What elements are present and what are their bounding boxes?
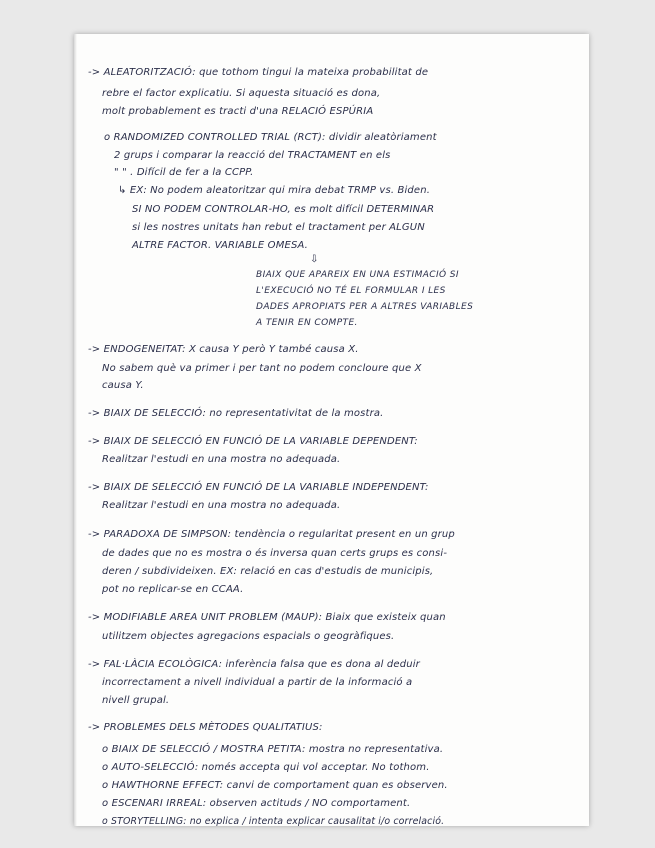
- note-line: BIAIX QUE APAREIX EN UNA ESTIMACIÓ SI: [256, 270, 459, 280]
- note-line: DADES APROPIATS PER A ALTRES VARIABLES: [256, 302, 474, 312]
- note-line: causa Y.: [102, 380, 144, 391]
- heading-endogeneitat: -> ENDOGENEITAT: X causa Y però Y també causa X.: [88, 344, 359, 355]
- heading-biaix-independent: -> BIAIX DE SELECCIÓ EN FUNCIÓ DE LA VARIABLE INDEPENDENT:: [88, 482, 429, 493]
- list-item: o HAWTHORNE EFFECT: canvi de comportament quan es observen.: [102, 780, 448, 791]
- note-line: L'EXECUCIÓ NO TÉ EL FORMULAR I LES: [256, 286, 446, 296]
- note-line: Realitzar l'estudi en una mostra no adequada.: [102, 454, 341, 465]
- note-line: " " . Difícil de fer a la CCPP.: [114, 167, 254, 178]
- list-item: o BIAIX DE SELECCIÓ / MOSTRA PETITA: mostra no representativa.: [102, 744, 444, 755]
- note-line: No sabem què va primer i per tant no podem concloure que X: [102, 363, 422, 374]
- note-line: rebre el factor explicatiu. Si aquesta situació es dona,: [102, 88, 381, 99]
- note-line: pot no replicar-se en CCAA.: [102, 584, 244, 595]
- heading-fal-lacia-ecologica: -> FAL·LÀCIA ECOLÒGICA: inferència falsa que es dona al deduir: [88, 659, 420, 670]
- note-line: si les nostres unitats han rebut el tractament per ALGUN: [132, 222, 425, 233]
- note-line: molt probablement es tracti d'una RELACIÓ ESPÚRIA: [102, 106, 374, 117]
- example-line: ↳ EX: No podem aleatoritzar qui mira debat TRMP vs. Biden.: [118, 185, 431, 196]
- note-line: A TENIR EN COMPTE.: [256, 318, 358, 328]
- heading-aleatoritzacio: -> ALEATORITZACIÓ: que tothom tingui la mateixa probabilitat de: [88, 67, 429, 78]
- heading-biaix-seleccio: -> BIAIX DE SELECCIÓ: no representativitat de la mostra.: [88, 408, 384, 419]
- heading-problemes-qualitatius: -> PROBLEMES DELS MÈTODES QUALITATIUS:: [88, 722, 323, 733]
- notebook-page: [74, 34, 589, 826]
- note-line: SI NO PODEM CONTROLAR-HO, es molt difícil DETERMINAR: [132, 204, 435, 215]
- heading-maup: -> MODIFIABLE AREA UNIT PROBLEM (MAUP): Biaix que existeix quan: [88, 612, 446, 623]
- list-item: o ESCENARI IRREAL: observen actituds / NO comportament.: [102, 798, 411, 809]
- note-line: 2 grups i comparar la reacció del TRACTAMENT en els: [114, 150, 391, 161]
- bullet-rct: o RANDOMIZED CONTROLLED TRIAL (RCT): dividir aleatòriament: [104, 132, 437, 143]
- note-line: ALTRE FACTOR. VARIABLE OMESA.: [132, 240, 308, 251]
- note-line: incorrectament a nivell individual a partir de la informació a: [102, 677, 413, 688]
- heading-biaix-dependent: -> BIAIX DE SELECCIÓ EN FUNCIÓ DE LA VARIABLE DEPENDENT:: [88, 436, 418, 447]
- note-line: Realitzar l'estudi en una mostra no adequada.: [102, 500, 341, 511]
- down-arrow-icon: ⇩: [310, 254, 319, 265]
- list-item: o STORYTELLING: no explica / intenta explicar causalitat i/o correlació.: [102, 816, 445, 826]
- note-line: utilitzem objectes agregacions espacials o geogràfiques.: [102, 631, 395, 642]
- note-line: nivell grupal.: [102, 695, 170, 706]
- note-line: de dades que no es mostra o és inversa quan certs grups es consi-: [102, 548, 448, 559]
- note-line: deren / subdivideixen. EX: relació en cas d'estudis de municipis,: [102, 566, 434, 577]
- heading-paradoxa-simpson: -> PARADOXA DE SIMPSON: tendència o regularitat present en un grup: [88, 529, 455, 540]
- list-item: o AUTO-SELECCIÓ: només accepta qui vol acceptar. No tothom.: [102, 762, 430, 773]
